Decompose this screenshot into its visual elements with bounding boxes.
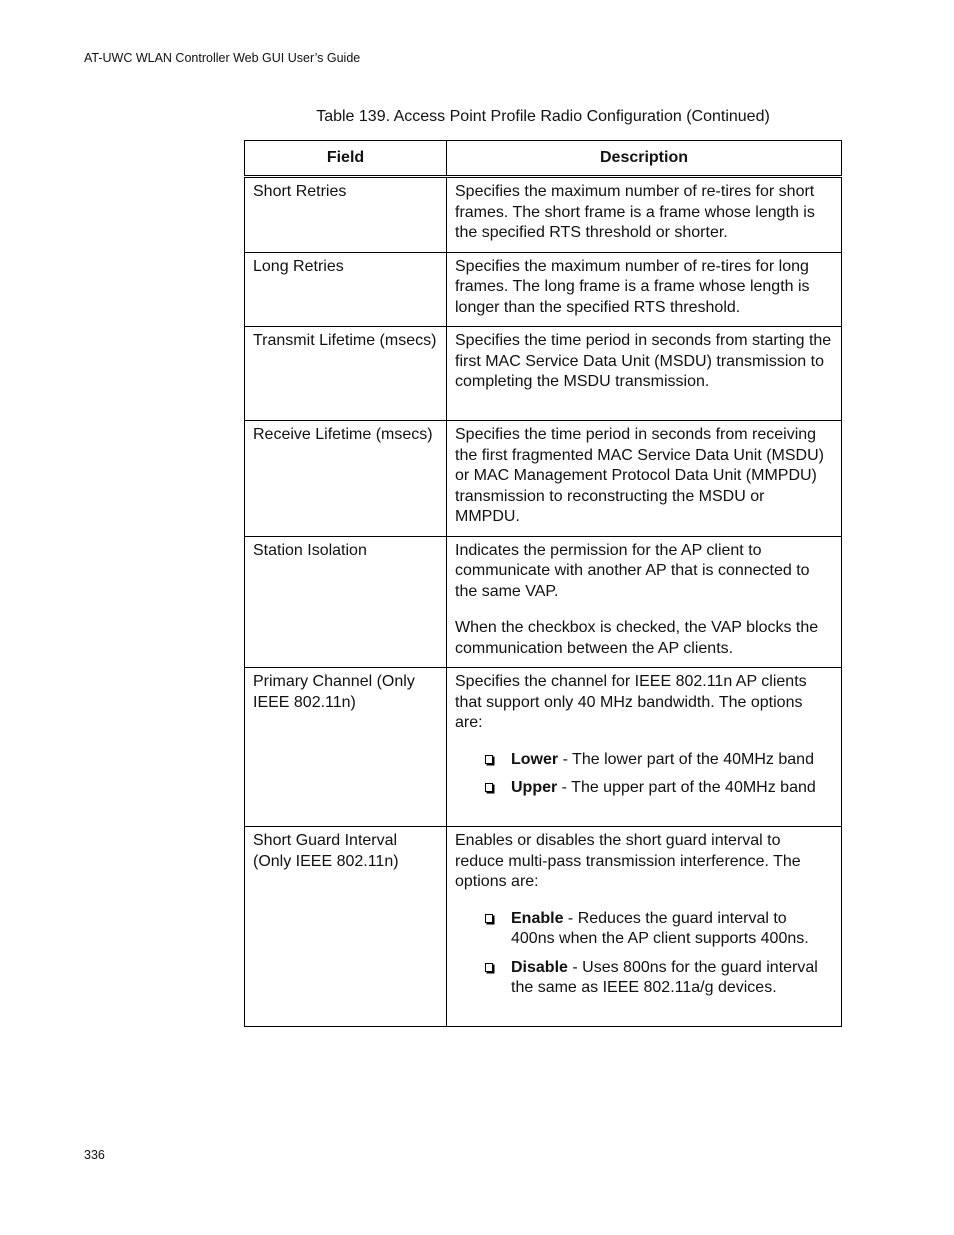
column-header-field: Field [245, 141, 447, 177]
options-list [455, 750, 833, 799]
running-header: AT-UWC WLAN Controller Web GUI User’s Guide [84, 51, 361, 65]
description-text: When the checkbox is checked, the VAP blocks the communication between the AP clients. [455, 619, 819, 657]
list-item [455, 958, 833, 999]
description-cell [447, 668, 842, 827]
table-row [245, 252, 842, 327]
table-row [245, 536, 842, 668]
list-item [455, 750, 833, 771]
option-text: - The upper part of the 40MHz band [557, 779, 816, 796]
table-row [245, 827, 842, 1027]
table-row [245, 668, 842, 827]
column-header-description: Description [447, 141, 842, 177]
description-text: Specifies the maximum number of re-tires for long frames. The long frame is a frame whose length is longer than the specified RTS threshold. [455, 257, 810, 316]
description-text: Enables or disables the short guard interval to reduce multi-pass transmission interference. The options are: [455, 832, 801, 890]
description-text: Indicates the permission for the AP client to communicate with another AP that is connected to the same VAP. [455, 541, 810, 600]
description-cell [447, 252, 842, 327]
box-bullet-icon [485, 963, 493, 972]
description-cell [447, 536, 842, 668]
option-name: Enable [511, 909, 564, 927]
option-text: - Reduces the guard interval to 400ns when the AP client supports 400ns. [511, 909, 809, 947]
description-text: Specifies the time period in seconds from starting the first MAC Service Data Unit (MSDU) transmission to completing the MSDU transmission. [455, 332, 832, 390]
table-caption: Table 139. Access Point Profile Radio Configuration (Continued) [316, 108, 770, 125]
description-cell [447, 177, 842, 253]
field-cell: Primary Channel (Only IEEE 802.11n) [245, 668, 447, 827]
option-name: Upper [511, 779, 558, 796]
description-cell [447, 827, 842, 1027]
description-text: Specifies the maximum number of re-tires for short frames. The short frame is a frame whose length is the specified RTS threshold or shorter. [455, 183, 815, 241]
field-cell: Station Isolation [245, 536, 447, 668]
list-item [455, 909, 833, 950]
option-name: Disable [511, 958, 568, 976]
table-row [245, 327, 842, 421]
description-text: Specifies the time period in seconds from receiving the first fragmented MAC Service Data Unit (MSDU) or MAC Management Protocol Data Unit (MMPDU) transmission to reconstructing the MSDU or MMPDU. [455, 426, 824, 525]
list-item [455, 778, 833, 799]
description-cell [447, 327, 842, 421]
table-row [245, 177, 842, 253]
options-list [455, 909, 833, 999]
field-cell: Receive Lifetime (msecs) [245, 421, 447, 537]
box-bullet-icon [485, 755, 493, 764]
box-bullet-icon [485, 914, 493, 923]
field-cell: Short Retries [245, 177, 447, 253]
description-cell [447, 421, 842, 537]
option-text: - The lower part of the 40MHz band [558, 750, 814, 768]
option-text: - Uses 800ns for the guard interval the same as IEEE 802.11a/g devices. [511, 958, 818, 996]
box-bullet-icon [485, 783, 493, 792]
field-cell: Short Guard Interval (Only IEEE 802.11n) [245, 827, 447, 1027]
field-cell: Long Retries [245, 252, 447, 327]
field-cell: Transmit Lifetime (msecs) [245, 327, 447, 421]
table-row [245, 421, 842, 537]
page-number: 336 [84, 1148, 105, 1162]
radio-config-table [244, 140, 842, 1027]
option-name: Lower [511, 750, 559, 768]
description-text: Specifies the channel for IEEE 802.11n AP clients that support only 40 MHz bandwidth. The options are: [455, 673, 807, 731]
table-header-row [245, 141, 842, 177]
